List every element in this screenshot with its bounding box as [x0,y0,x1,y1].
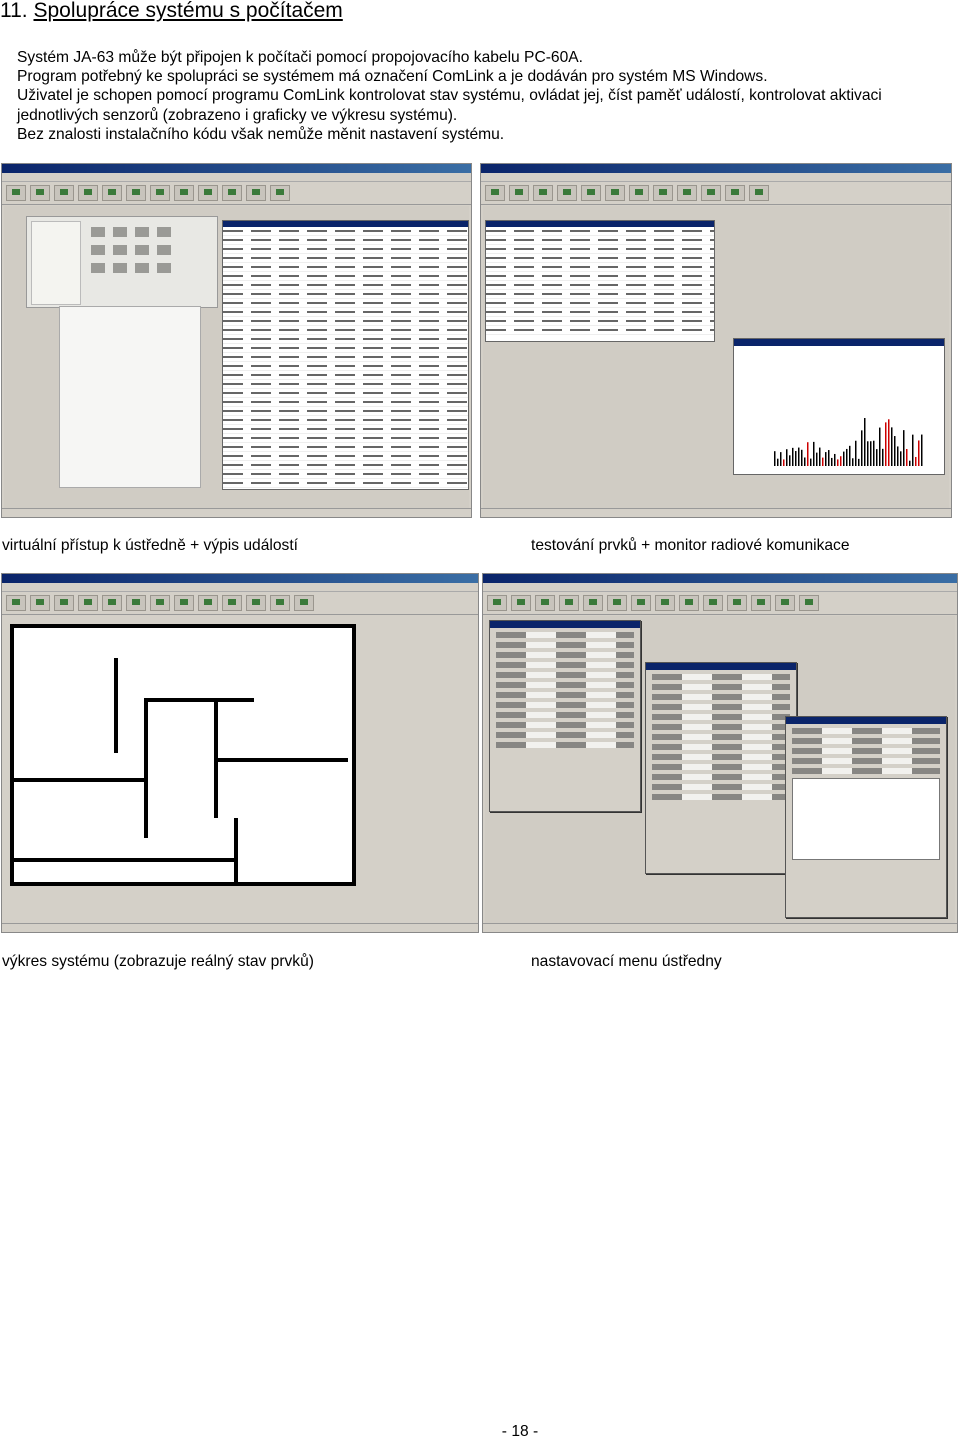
floor-plan-drawing [10,624,356,886]
list-row [223,263,468,272]
signal-bar [909,461,911,466]
toolbar [481,182,951,205]
toolbar [483,592,957,615]
section-number: 11. [0,0,28,22]
list-row [223,272,468,281]
status-bar [483,923,957,932]
signal-bar [807,442,809,466]
signal-bar [873,441,875,466]
list-row [223,362,468,371]
section-title: Spolupráce systému s počítačem [33,0,343,22]
list-row [223,245,468,254]
status-bar [2,508,471,517]
signal-bar [777,459,779,466]
status-bar [481,508,951,517]
screenshot-virtual-panel [1,163,472,518]
signal-bar [921,435,923,466]
settings-dialog-communication [645,662,797,874]
list-row [486,317,714,326]
list-row [486,299,714,308]
section-heading [0,0,343,22]
screenshot-floor-plan [1,573,479,933]
signal-bar [834,454,836,466]
signal-bar [912,435,914,466]
signal-bar [837,459,839,466]
work-area [485,616,955,923]
list-row [486,308,714,317]
list-row [223,434,468,443]
signal-bar [882,449,884,466]
status-bar [2,923,478,932]
caption-screenshot-3: výkres systému (zobrazuje reálný stav prvků) [2,953,314,970]
intro-line: Bez znalosti instalačního kódu však nemůže měnit nastavení systému. [17,125,505,143]
list-row [223,353,468,362]
list-row [486,227,714,236]
list-row [223,452,468,461]
list-row [223,317,468,326]
window-titlebar [481,164,951,173]
list-row [223,299,468,308]
keypad-image [26,216,218,308]
signal-bar [879,428,881,466]
list-row [486,281,714,290]
signal-bar [840,456,842,466]
list-row [223,344,468,353]
list-row [223,335,468,344]
signal-bar [819,448,821,466]
settings-dialog-main [489,620,641,812]
radio-signal-chart [734,346,942,472]
signal-bar [885,422,887,466]
printout-paper [59,306,201,488]
signal-bar [816,453,818,466]
list-row [223,281,468,290]
signal-bar [792,448,794,466]
signal-bar [897,446,899,466]
signal-bar [906,449,908,466]
work-area [483,206,949,508]
signal-bar [801,450,803,466]
list-row [486,236,714,245]
menubar [483,583,957,592]
list-row [223,461,468,470]
signal-bar [798,448,800,466]
signal-bar [828,450,830,466]
screenshot-radio-monitor [480,163,952,518]
work-area [4,206,469,508]
list-row [223,398,468,407]
signal-bar [789,455,791,466]
settings-dialog-phone [785,716,947,918]
intro-text [17,48,957,144]
signal-bar [804,457,806,466]
signal-bar [846,449,848,466]
signal-bar [780,452,782,466]
caption-screenshot-4: nastavovací menu ústředny [531,953,722,970]
signal-bar [810,459,812,466]
signal-bar [855,441,857,466]
list-row [223,254,468,263]
signal-bar [867,441,869,466]
event-list-window [222,220,469,490]
signal-bar [813,442,815,466]
signal-bar [888,419,890,466]
signal-bar [864,418,866,466]
list-row [223,407,468,416]
list-row [223,380,468,389]
list-row [486,263,714,272]
toolbar [2,182,471,205]
menubar [2,583,478,592]
signal-bar [903,430,905,466]
signal-bar [876,449,878,466]
signal-bar [825,452,827,466]
signal-bar [852,458,854,466]
signal-bar [849,446,851,466]
signal-bar [786,449,788,466]
intro-line: Uživatel je schopen pomocí programu ComLink kontrolovat stav systému, ovládat jej, číst paměť událostí, kontrolovat aktivaci [17,87,882,105]
intro-line: jednotlivých senzorů (zobrazeno i graficky ve výkresu systému). [17,106,458,124]
window-titlebar [483,574,957,583]
list-row [223,416,468,425]
signal-bar [894,436,896,466]
list-row [223,425,468,434]
signal-bar [843,452,845,466]
window-titlebar [2,574,478,583]
signal-bar [861,430,863,466]
list-row [486,272,714,281]
caption-screenshot-1: virtuální přístup k ústředně + výpis událostí [2,537,298,554]
toolbar [2,592,478,615]
list-row [223,290,468,299]
intro-line: Systém JA-63 může být připojen k počítači pomocí propojovacího kabelu PC-60A. [17,49,583,66]
signal-bar [822,458,824,466]
list-row [486,290,714,299]
menubar [2,173,471,182]
list-row [223,479,468,488]
signal-bar [891,427,893,466]
menubar [481,173,951,182]
list-row [223,227,468,236]
screenshot-settings-menu [482,573,958,933]
signal-bar [870,441,872,466]
device-test-list [485,220,715,342]
list-row [486,245,714,254]
list-row [223,389,468,398]
list-row [486,254,714,263]
signal-bar [783,459,785,466]
list-row [223,443,468,452]
signal-bar [795,451,797,466]
signal-bar [900,451,902,466]
caption-screenshot-2: testování prvků + monitor radiové komunikace [531,537,850,554]
signal-bar [915,457,917,466]
radio-signal-window [733,338,945,475]
list-row [223,308,468,317]
list-row [223,470,468,479]
signal-bar [918,440,920,466]
intro-line: Program potřebný ke spolupráci se systémem má označení ComLink a je dodáván pro systém MS Windows. [17,68,768,86]
page-number: - 18 - [501,1423,539,1440]
window-titlebar [2,164,471,173]
list-row [223,236,468,245]
signal-bar [831,458,833,466]
list-row [223,371,468,380]
signal-bar [774,451,776,466]
list-row [223,326,468,335]
list-row [486,326,714,335]
signal-bar [858,459,860,466]
